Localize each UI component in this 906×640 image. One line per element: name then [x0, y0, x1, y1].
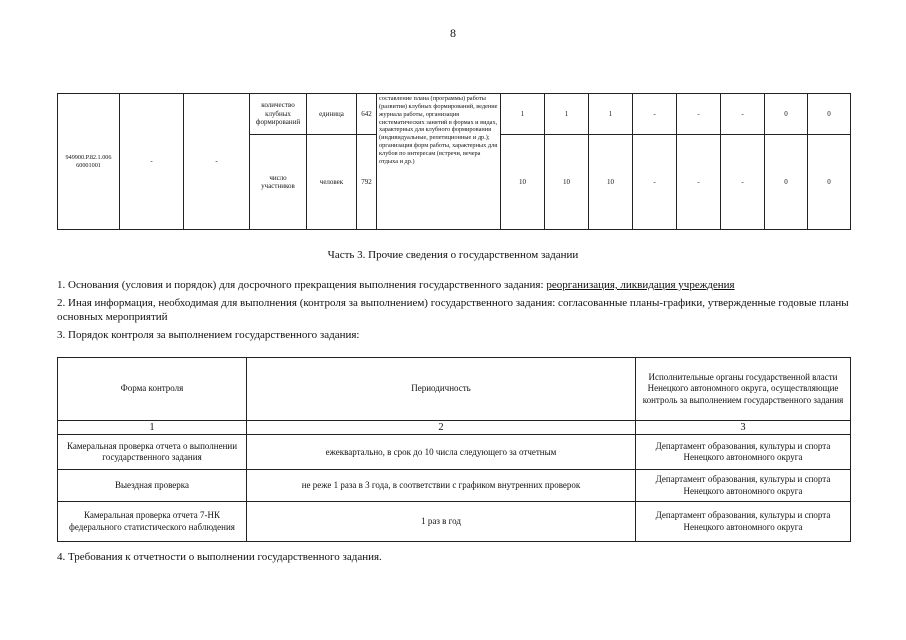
part-title: Часть 3. Прочие сведения о государственном задании [327, 249, 579, 261]
value-cell: 0 [765, 94, 808, 135]
value-cell: - [633, 135, 677, 230]
column-number-row [58, 421, 851, 435]
control-authority: Департамент образования, культуры и спорта Ненецкого автономного округа [636, 435, 851, 470]
value-cell: 0 [808, 135, 851, 230]
dash-cell: - [184, 94, 250, 230]
value-cell: 0 [765, 135, 808, 230]
column-header: Исполнительные органы государственной власти Ненецкого автономного округа, осуществляющие контроль за выполнением государственного задания [636, 358, 851, 421]
value-cell: 10 [501, 135, 545, 230]
termination-grounds-value: реорганизация, ликвидация учреждения [546, 279, 735, 291]
column-header: Периодичность [247, 358, 636, 421]
indicator-name: количество клубных формирований [250, 94, 307, 135]
value-cell: - [721, 94, 765, 135]
value-cell: 1 [589, 94, 633, 135]
dash-cell: - [120, 94, 184, 230]
control-form: Выездная проверка [58, 470, 247, 502]
table-header-row [58, 358, 851, 421]
table-row [58, 94, 851, 135]
value-cell: 10 [589, 135, 633, 230]
value-cell: - [677, 135, 721, 230]
column-number: 3 [636, 421, 851, 435]
unit-code: 792 [357, 135, 377, 230]
control-authority: Департамент образования, культуры и спорта Ненецкого автономного округа [636, 502, 851, 542]
value-cell: - [677, 94, 721, 135]
value-cell: 1 [501, 94, 545, 135]
unit-name: единица [307, 94, 357, 135]
unit-name: человек [307, 135, 357, 230]
indicator-name: число участников [250, 135, 307, 230]
service-indicators-table [57, 93, 851, 230]
column-number: 1 [58, 421, 247, 435]
control-form: Камеральная проверка отчета 7-НК федерального статистического наблюдения [58, 502, 247, 542]
work-description: составление плана (программы) работы (развития) клубных формирований, ведение журнала работы, организация систематических занятий в формах и видах, характерных для клубного формирования (индивидуальные, репетиционные и др.); организация форм работы, характерных для клубов по интересам (встречи, вечера отдыха и др.) [377, 94, 501, 230]
paragraph-reporting-requirements: 4. Требования к отчетности о выполнении государственного задания. [57, 551, 382, 563]
registry-code: 949900.Р.82.1.006 60001001 [58, 94, 120, 230]
value-cell: 10 [545, 135, 589, 230]
control-periodicity: ежеквартально, в срок до 10 числа следующего за отчетным [247, 435, 636, 470]
table-row [58, 502, 851, 542]
control-periodicity: не реже 1 раза в 3 года, в соответствии с графиком внутренних проверок [247, 470, 636, 502]
control-table [57, 357, 851, 542]
value-cell: - [721, 135, 765, 230]
value-cell: - [633, 94, 677, 135]
column-header: Форма контроля [58, 358, 247, 421]
control-form: Камеральная проверка отчета о выполнении государственного задания [58, 435, 247, 470]
paragraph-other-info: 2. Иная информация, необходимая для выполнения (контроля за выполнением) государственного задания: согласованные планы-графики, утвержденные годовые планы основных мероприятий [57, 297, 849, 323]
column-number: 2 [247, 421, 636, 435]
unit-code: 642 [357, 94, 377, 135]
value-cell: 1 [545, 94, 589, 135]
value-cell: 0 [808, 94, 851, 135]
paragraph-text: 1. Основания (условия и порядок) для досрочного прекращения выполнения государственного задания: [57, 279, 547, 291]
control-authority: Департамент образования, культуры и спорта Ненецкого автономного округа [636, 470, 851, 502]
page-number: 8 [450, 26, 456, 40]
paragraph-termination-grounds [57, 278, 853, 292]
table-row [58, 435, 851, 470]
table-row [58, 470, 851, 502]
control-periodicity: 1 раз в год [247, 502, 636, 542]
paragraph-control-procedure: 3. Порядок контроля за выполнением государственного задания: [57, 329, 360, 341]
